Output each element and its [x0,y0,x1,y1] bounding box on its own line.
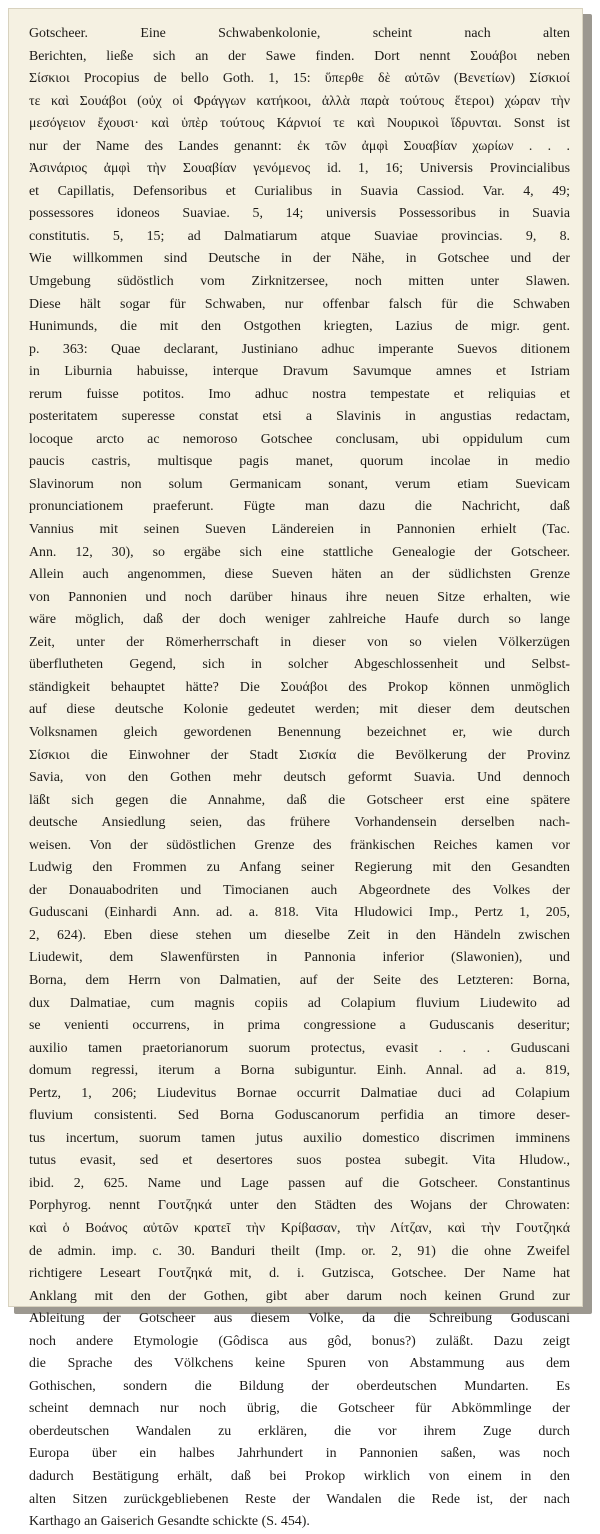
text-line: tus incertum, suorum tamen jutus auxilio domestico discrimen imminens [29,1130,570,1146]
text-line: in Liburnia habuisse, interque Dravum Savumque amnes et Istriam [29,364,570,380]
text-line: läßt sich gegen die Annahme, daß die Gotscheer erst eine spätere [29,792,570,808]
text-line: possessores idoneos Suaviae. 5, 14; universis Possessoribus in Suavia [29,206,570,222]
text-line: richtigere Leseart Γουτζηκά mit, d. i. Gutzisca, Gotschee. Der Name hat [29,1266,570,1282]
text-line: rerum fuisse potitos. Imo adhuc nostra tempestate et reliquias et [29,386,570,402]
text-line: 2, 624). Eben diese stehen um dieselbe Zeit in den Händeln zwischen [29,927,570,943]
text-line: καὶ ὁ Βοάνος αὐτῶν κρατεῖ τὴν Κρίβασαν, τὴν Λίτζαν, καὶ τὴν Γουτζηκά [29,1220,570,1236]
text-line: Savia, von den Gothen mehr deutsch geformt Suavia. Und dennoch [29,770,570,786]
text-line: Karthago an Gaiserich Gesandte schickte (S. 454). [29,1514,310,1530]
text-line: Liudewit, dem Slawenfürsten in Pannonia inferior (Slawonien), und [29,950,570,966]
text-line: tutus evasit, sed et desertores suos postea subegit. Vita Hludow., [29,1153,570,1169]
text-line: von Pannonien und noch darüber hinaus ihre neuen Sitze erhalten, wie [29,589,570,605]
text-line: Ann. 12, 30), so ergäbe sich eine stattliche Genealogie der Gotscheer. [29,544,570,560]
text-line: alten Sitzen zurückgebliebenen Reste der Wandalen die Rede ist, der nach [29,1491,570,1507]
text-line: locoque arcto ac nemoroso Gotschee conclusam, ubi oppidulum cum [29,431,570,447]
text-line: die Sprache des Völkchens keine Spuren von Abstammung aus dem [29,1356,570,1372]
text-line: Porphyrog. nennt Γουτζηκά unter den Städten des Wojans der Chrowaten: [29,1198,570,1214]
text-line: Ludwig den Frommen zu Anfang seiner Regierung mit den Gesandten [29,860,570,876]
text-line: Σίσκιοι die Einwohner der Stadt Σισκία die Bevölkerung der Provinz [29,747,570,763]
text-line: domum regressi, iterum a Borna subiguntur. Einh. Annal. ad a. 819, [29,1063,570,1079]
text-line: Umgebung südöstlich vom Zirknitzersee, noch mitten unter Slawen. [29,274,570,290]
text-line: Europa über ein halbes Jahrhundert in Pannonien saßen, was noch [29,1446,570,1462]
text-line: Gotscheer. Eine Schwabenkolonie, scheint nach alten [29,26,570,41]
text-line: paucis castris, multisque pagis manet, quorum incolae in medio [29,454,570,470]
text-line: τε καὶ Σουάβοι (οὐχ οἱ Φράγγων κατήκοοι, ἀλλὰ παρὰ τούτους ἕτεροι) χώραν τὴν [29,93,570,109]
text-line: dux Dalmatiae, cum magnis copiis ad Colapium fluvium Liudewito ad [29,995,570,1011]
text-line: oberdeutschen Wandalen zu erklären, die vor ihrem Zuge durch [29,1423,570,1439]
text-line: Ἀσινάριος ἀμφὶ τὴν Σουαβίαν γενόμενος id. 1, 16; Universis Provincialibus [29,161,570,177]
text-line: überflutheten Gegend, sich in solcher Abgeschlossenheit und Selbst- [29,657,570,673]
text-line: Volksnamen gleich gewordenen Benennung bezeichnet er, wie durch [29,724,570,740]
text-line: Hunimunds, die mit den Ostgothen kriegten, Lazius de migr. gent. [29,319,570,335]
document-page [8,8,583,1530]
text-line: Guduscani (Einhardi Ann. ad. a. 818. Vita Hludowici Imp., Pertz 1, 205, [29,905,570,921]
text-line: Vannius mit seinen Sueven Ländereien in Pannonien erhielt (Tac. [29,522,570,538]
text-line: Gothischen, sondern die Bildung der oberdeutschen Mundarten. Es [29,1378,570,1394]
text-line: deutsche Ansiedlung seien, das frühere Vorhandensein derselben nach- [29,815,570,831]
text-line: Slavinorum non solum Germanicam sonant, verum etiam Suevicam [29,476,570,492]
text-line: ständigkeit behauptet hätte? Die Σουάβοι des Prokop können unmöglich [29,679,570,695]
text-line: pronunciationem praeferunt. Fügte man dazu die Nachricht, daß [29,499,570,515]
text-line: Zeit, unter der Römerherrschaft in dieser von so vielen Völkerzügen [29,634,570,650]
text-line: der Donauabodriten und Timocianen auch Abgeordnete des Volkes der [29,882,570,898]
text-line: noch andere Etymologie (Gôdisca aus gôd, bonus?) zuläßt. Dazu zeigt [29,1333,570,1349]
text-line: nur der Name des Landes genannt: ἐκ τῶν ἀμφὶ Σουαβίαν χωρίων . . . [29,138,570,154]
text-line: fluvium consistenti. Sed Borna Goduscanorum perfidia an timore deser- [29,1108,570,1124]
text-line: dadurch Bestätigung erhält, daß bei Prokop wirklich von einem in den [29,1469,570,1484]
text-line: posteritatem superesse constat etsi a Slavinis in angustias redactam, [29,409,570,425]
text-line: ibid. 2, 625. Name und Lage passen auf die Gotscheer. Constantinus [29,1175,570,1191]
text-line: auf diese deutsche Kolonie gedeutet werden; mit dieser dem deutschen [29,702,570,718]
text-line: Berichten, ließe sich an der Sawe finden. Dort nennt Σουάβοι neben [29,48,570,64]
text-line: Borna, dem Herrn von Dalmatien, auf der Seite des Letzteren: Borna, [29,972,570,988]
text-line: constitutis. 5, 15; ad Dalmatiarum atque Suaviae provincias. 9, 8. [29,228,570,244]
text-line: de admin. imp. c. 30. Banduri theilt (Imp. or. 2, 91) die ohne Zweifel [29,1243,570,1259]
text-line: wäre möglich, daß der doch weniger zahlreiche Haufe durch so lange [29,612,570,628]
text-line: p. 363: Quae declarant, Justiniano adhuc imperante Suevos ditionem [29,341,570,357]
text-line: scheint demnach nur noch übrig, die Gotscheer für Abkömmlinge der [29,1401,570,1417]
text-line: Diese hält sogar für Schwaben, nur offenbar falsch für die Schwaben [29,296,570,312]
text-line: auxilio tamen praetorianorum suorum protectus, evasit . . . Guduscani [29,1040,570,1056]
text-line: Pertz, 1, 206; Liudevitus Bornae occurrit Dalmatiae duci ad Colapium [29,1085,570,1101]
text-line: μεσόγειον ἔχουσι· καὶ ὑπὲρ τούτους Κάρνιοί τε καὶ Νουρικοὶ ἵδρυνται. Sonst ist [29,116,570,132]
document-body [29,23,570,1534]
text-line: se venienti occurrens, in prima congressione a Guduscanis deseritur; [29,1018,570,1034]
text-line: weisen. Von der südöstlichen Grenze des fränkischen Reiches kamen vor [29,837,570,853]
text-line: Ableitung der Gotscheer aus diesem Volke, da die Schreibung Goduscani [29,1311,570,1327]
text-line: et Capillatis, Defensoribus et Curialibus in Suavia Cassiod. Var. 4, 49; [29,183,570,199]
text-line: Σίσκιοι Procopius de bello Goth. 1, 15: ὕπερθε δὲ αὐτῶν (Βενετίων) Σίσκιοί [29,71,570,87]
text-line: Wie willkommen sind Deutsche in der Nähe, in Gotschee und der [29,251,570,267]
text-line: Anklang mit den der Gothen, gibt aber darum noch keinen Grund zur [29,1288,570,1304]
text-line: Allein auch angenommen, diese Sueven häten an der südlichsten Grenze [29,567,570,583]
